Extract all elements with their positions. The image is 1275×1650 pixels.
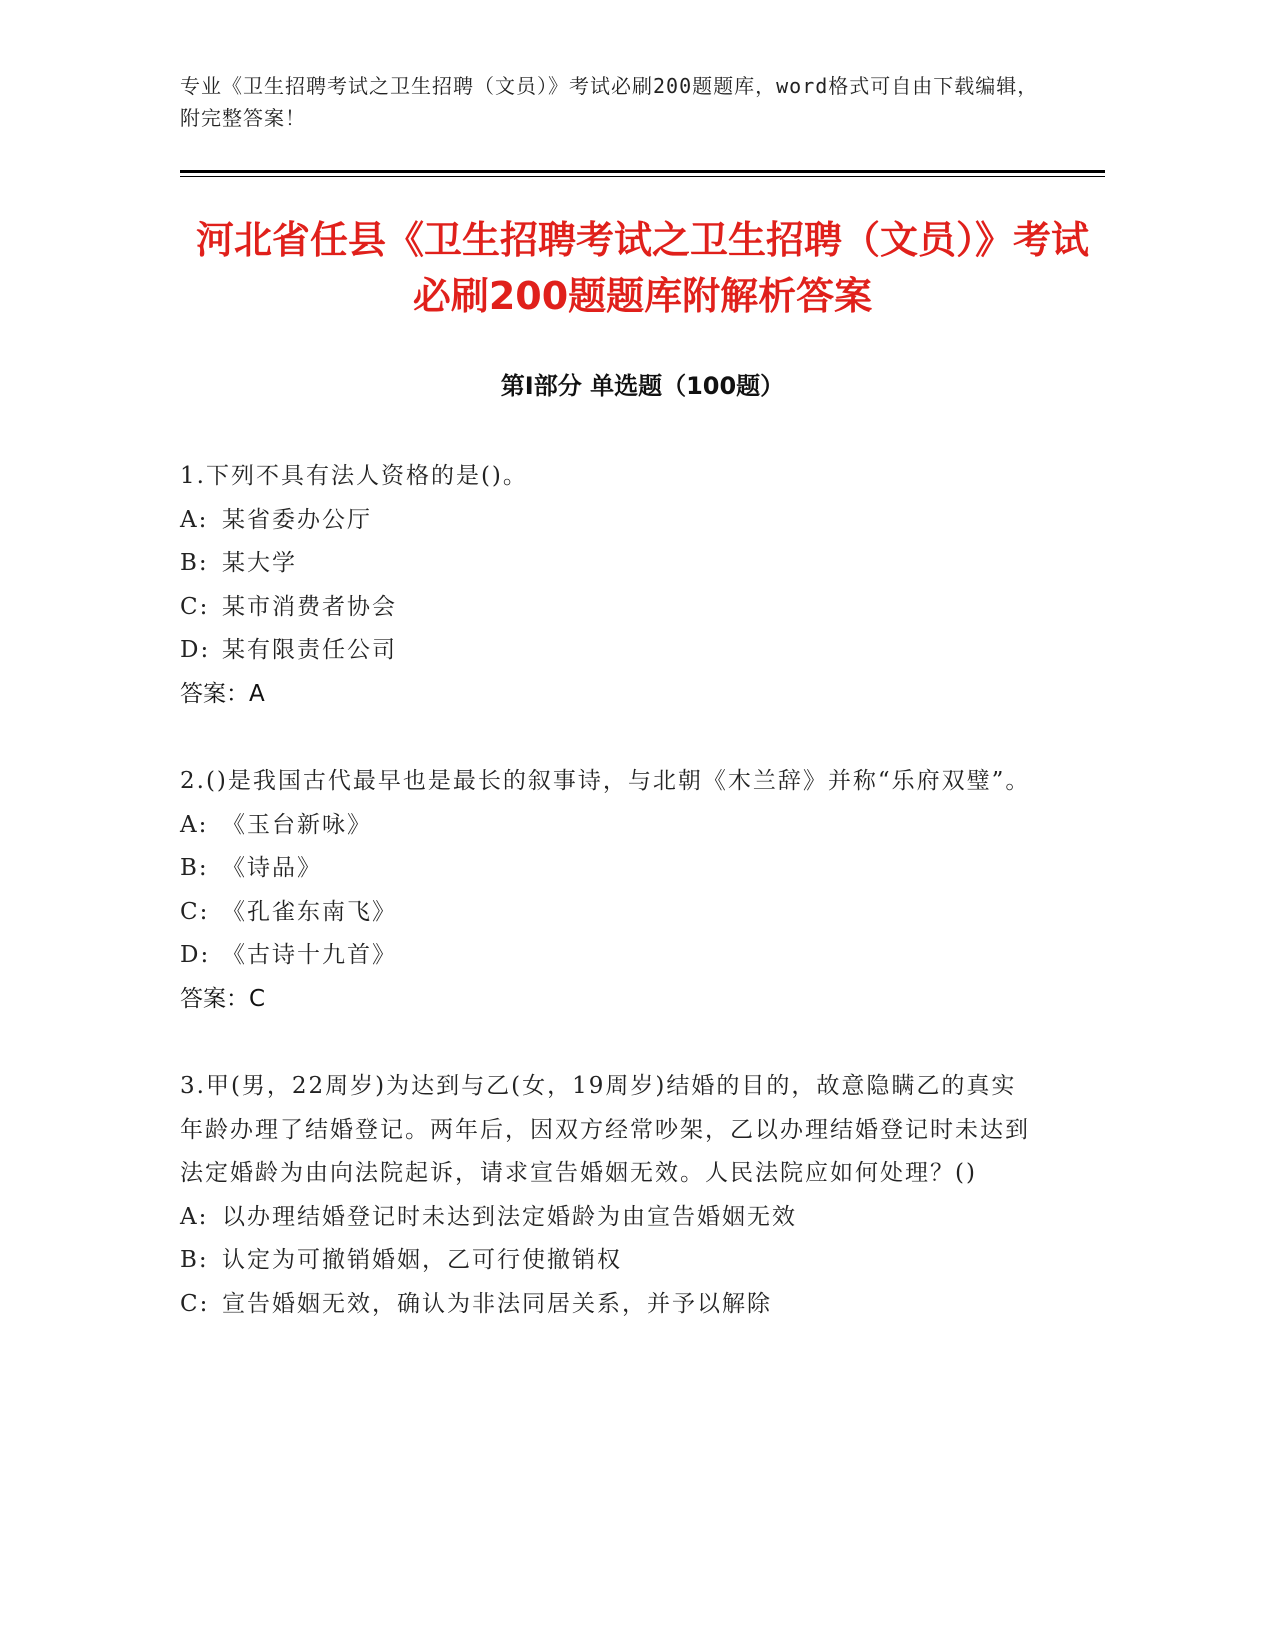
question-2 <box>180 760 1040 1021</box>
question-3 <box>180 1065 1040 1326</box>
option-text: 某省委办公厅 <box>222 506 372 533</box>
option-key: B: <box>180 550 209 576</box>
option-c <box>180 891 1040 935</box>
section-title: 第Ⅰ部分 单选题（100题） <box>500 372 785 400</box>
option-text: 某有限责任公司 <box>222 637 397 663</box>
option-d <box>180 934 1040 978</box>
option-c <box>180 1283 1040 1327</box>
option-text: 以办理结婚登记时未达到法定婚龄为由宣告婚姻无效 <box>222 1203 797 1230</box>
option-key: C: <box>180 593 210 620</box>
option-key: B: <box>180 855 209 881</box>
option-text: 《孔雀东南飞》 <box>222 898 397 925</box>
option-key: C: <box>180 898 210 925</box>
option-key: B: <box>180 1247 209 1273</box>
header-divider-thick <box>180 170 1105 173</box>
question-stem: 2.()是我国古代最早也是最长的叙事诗，与北朝《木兰辞》并称“乐府双璧”。 <box>180 768 1031 794</box>
option-b <box>180 542 1040 586</box>
option-text: 宣告婚姻无效，确认为非法同居关系，并予以解除 <box>222 1290 772 1317</box>
option-text: 《诗品》 <box>222 855 322 881</box>
answer-line: 答案：A <box>180 680 265 707</box>
option-key: A: <box>180 506 209 533</box>
question-stem: 1.下列不具有法人资格的是()。 <box>180 463 528 489</box>
option-text: 认定为可撤销婚姻，乙可行使撤销权 <box>222 1247 622 1273</box>
option-text: 某大学 <box>222 550 297 576</box>
option-c <box>180 586 1040 630</box>
option-b <box>180 1239 1040 1283</box>
option-d <box>180 629 1040 673</box>
option-a <box>180 1196 1040 1240</box>
option-key: D: <box>180 637 211 663</box>
option-text: 某市消费者协会 <box>222 593 397 620</box>
option-key: D: <box>180 942 211 968</box>
header-divider-thin <box>180 176 1105 177</box>
question-stem: 3.甲(男，22周岁)为达到与乙(女，19周岁)结婚的目的，故意隐瞒乙的真实年龄办理了结婚登记。两年后，因双方经常吵架，乙以办理结婚登记时未达到法定婚龄为由向法院起诉，请求宣告婚姻无效。人民法院应如何处理？() <box>180 1073 1030 1186</box>
question-1 <box>180 455 1040 716</box>
option-a <box>180 499 1040 543</box>
option-text: 《古诗十九首》 <box>222 942 397 968</box>
answer-line: 答案：C <box>180 985 266 1012</box>
question-list <box>180 455 1040 1370</box>
option-key: A: <box>180 1203 209 1230</box>
option-key: C: <box>180 1290 210 1317</box>
option-text: 《玉台新咏》 <box>222 811 372 838</box>
option-a <box>180 804 1040 848</box>
option-key: A: <box>180 811 209 838</box>
option-b <box>180 847 1040 891</box>
intro-text: 专业《卫生招聘考试之卫生招聘（文员）》考试必刷200题题库，word格式可自由下载编辑，附完整答案！ <box>180 74 1039 130</box>
document-title: 河北省任县《卫生招聘考试之卫生招聘（文员）》考试必刷200题题库附解析答案 <box>195 218 1089 318</box>
